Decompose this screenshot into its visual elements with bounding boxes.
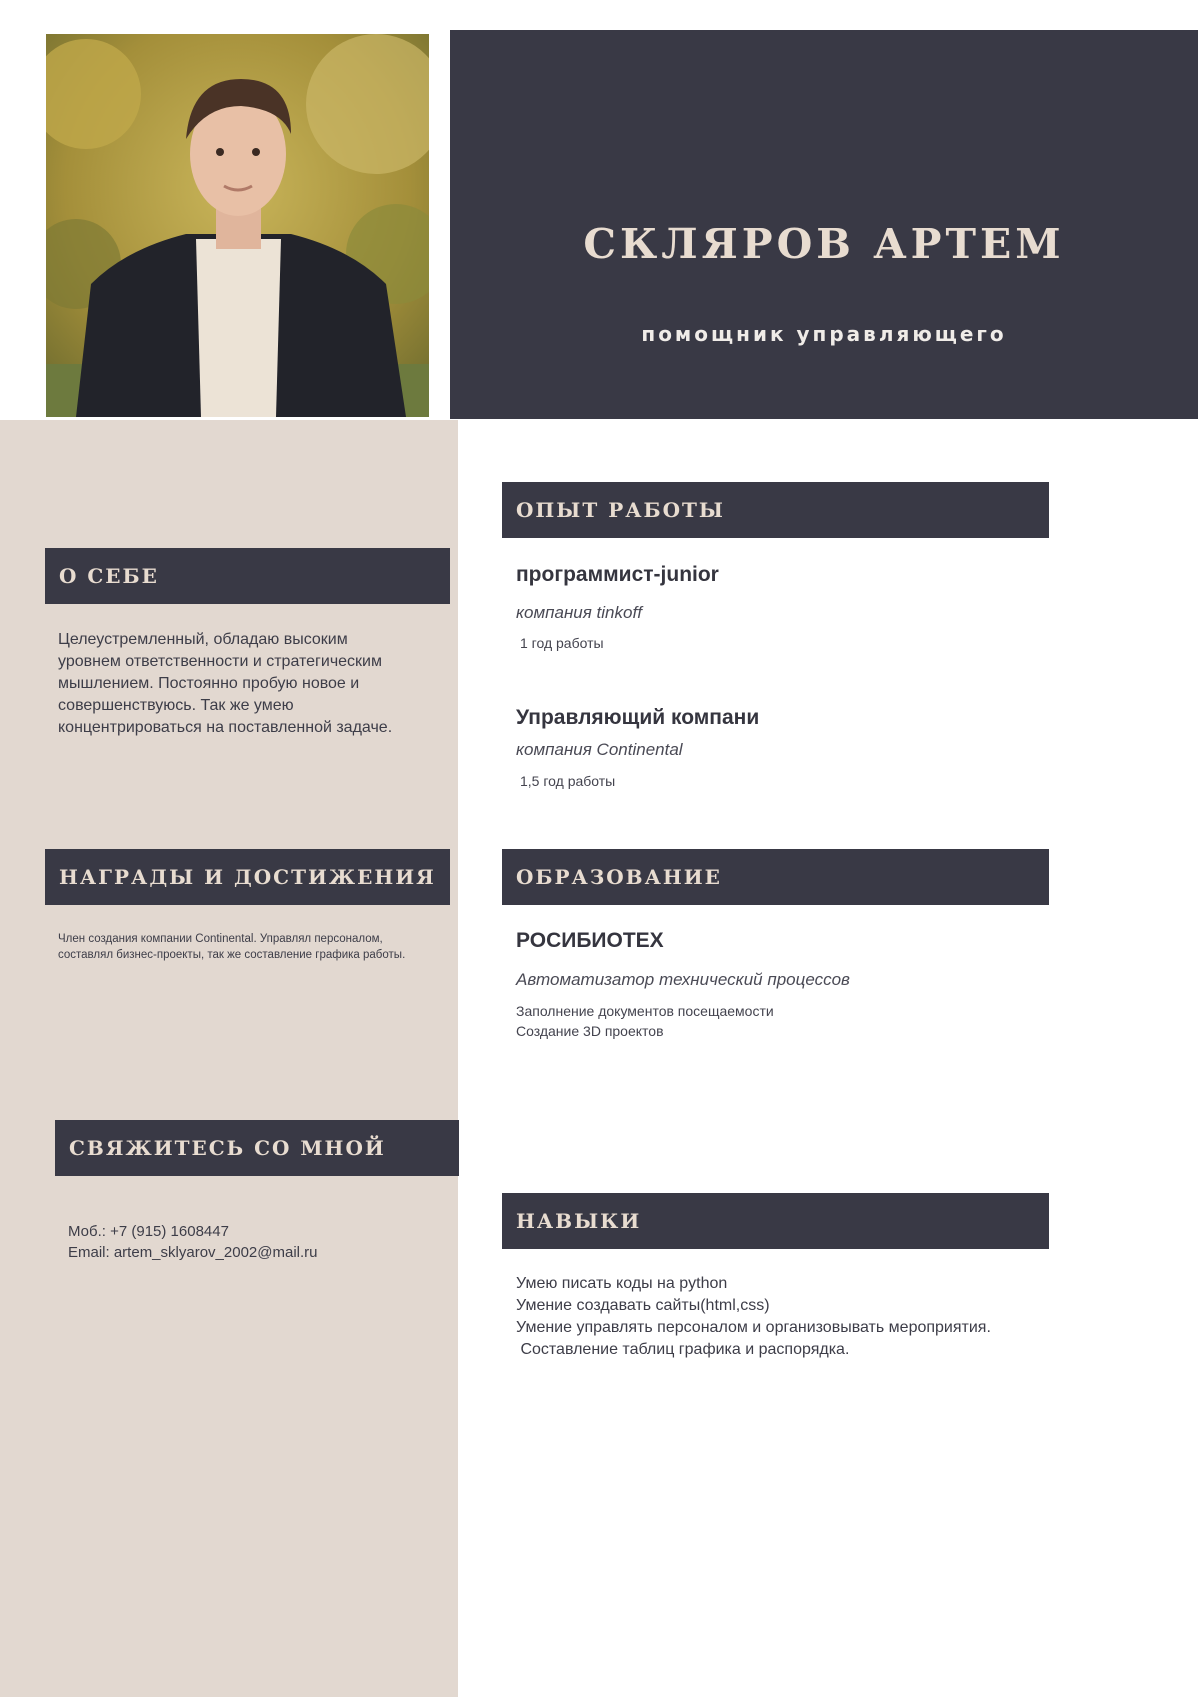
- education-specialty: Автоматизатор технический процессов: [516, 970, 850, 989]
- about-line: уровнем ответственности и стратегическим: [58, 653, 382, 670]
- awards-heading: НАГРАДЫ И ДОСТИЖЕНИЯ: [59, 865, 436, 889]
- skill-line: Умею писать коды на python: [516, 1275, 728, 1292]
- job-title-2: Управляющий компани: [516, 706, 760, 729]
- left-sidebar-background: [0, 420, 458, 1697]
- job-company-2: компания Continental: [516, 740, 683, 759]
- awards-line: Член создания компании Continental. Управлял персоналом,: [58, 933, 383, 945]
- skill-line: Умение создавать сайты(html,css): [516, 1297, 770, 1314]
- education-heading: ОБРАЗОВАНИЕ: [516, 865, 722, 889]
- about-line: совершенствуюсь. Так же умею: [58, 697, 294, 714]
- education-detail-line: Заполнение документов посещаемости: [516, 1003, 774, 1019]
- job-company-1: компания tinkoff: [516, 603, 642, 622]
- about-heading: О СЕБЕ: [59, 564, 159, 588]
- job-duration-2: 1,5 год работы: [520, 773, 616, 789]
- about-line: мышлением. Постоянно пробую новое и: [58, 675, 360, 692]
- education-detail-line: Создание 3D проектов: [516, 1023, 664, 1039]
- header-block: [450, 30, 1198, 419]
- experience-heading: ОПЫТ РАБОТЫ: [516, 498, 725, 522]
- candidate-name: СКЛЯРОВ АРТЕМ: [583, 220, 1065, 268]
- experience-heading-bar: [502, 482, 1049, 538]
- awards-heading-bar: [45, 849, 450, 905]
- education-institution: РОСИБИОТЕХ: [516, 929, 664, 952]
- job-duration-1: 1 год работы: [520, 635, 604, 651]
- contact-phone[interactable]: Моб.: +7 (915) 1608447: [68, 1223, 229, 1240]
- contact-email[interactable]: Email: artem_sklyarov_2002@mail.ru: [68, 1244, 318, 1261]
- education-heading-bar: [502, 849, 1049, 905]
- profile-photo: [46, 34, 429, 417]
- contact-heading: СВЯЖИТЕСЬ СО МНОЙ: [69, 1136, 386, 1160]
- awards-text: [58, 931, 448, 963]
- candidate-role: помощник управляющего: [641, 322, 1007, 346]
- about-line: концентрироваться на поставленной задаче.: [58, 719, 393, 736]
- education-details: [516, 1001, 774, 1041]
- about-heading-bar: [45, 548, 450, 604]
- skill-line: Составление таблиц графика и распорядка.: [516, 1341, 850, 1358]
- awards-line: составлял бизнес-проекты, так же составление графика работы.: [58, 949, 406, 961]
- skill-line: Умение управлять персоналом и организовывать мероприятия.: [516, 1319, 991, 1336]
- about-line: Целеустремленный, обладаю высоким: [58, 631, 348, 648]
- skills-text: [516, 1273, 1076, 1361]
- skills-heading-bar: [502, 1193, 1049, 1249]
- skills-heading: НАВЫКИ: [516, 1209, 642, 1233]
- contact-heading-bar: [55, 1120, 459, 1176]
- profile-photo-image: [46, 34, 429, 417]
- about-text: [58, 629, 438, 739]
- job-title-1: программист-junior: [516, 563, 719, 586]
- contact-info: [68, 1221, 438, 1263]
